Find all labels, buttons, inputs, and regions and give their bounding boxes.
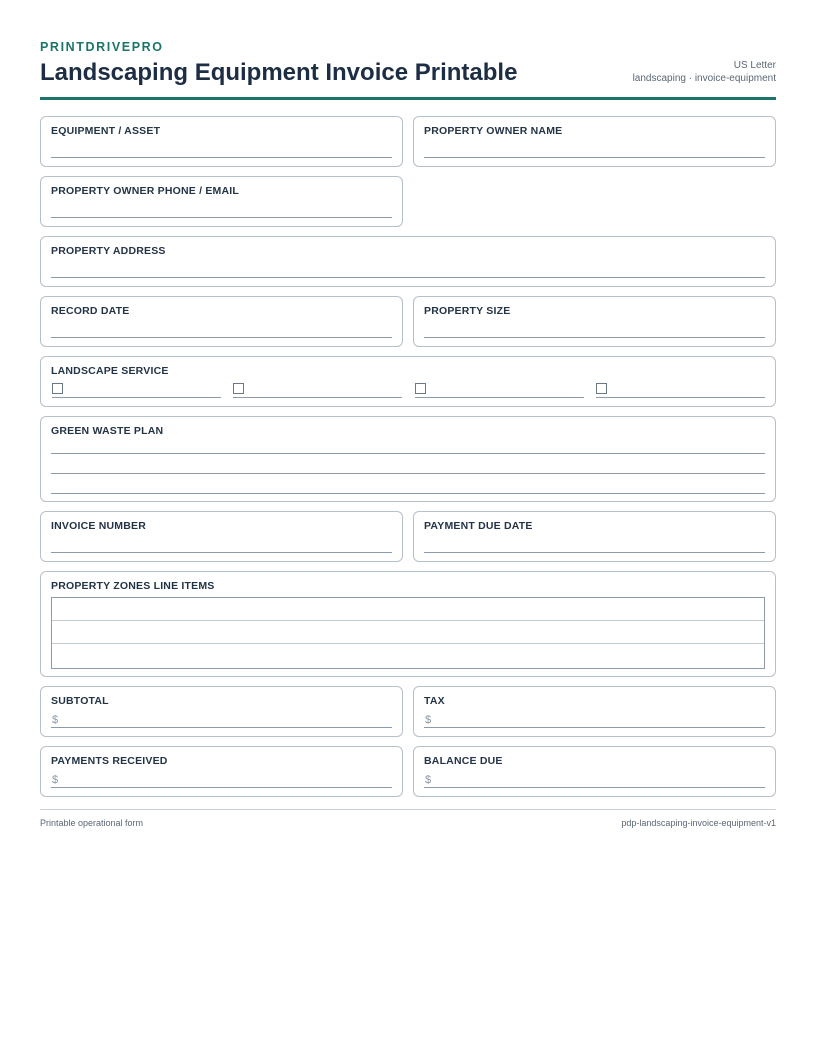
property-zones-line-items-field bbox=[40, 571, 776, 677]
property-size-field bbox=[413, 296, 776, 347]
line-items-table bbox=[51, 597, 765, 669]
property-address-label: PROPERTY ADDRESS bbox=[51, 245, 166, 257]
green-waste-plan-input-line-3[interactable] bbox=[51, 493, 765, 494]
property-address-field bbox=[40, 236, 776, 287]
property-size-label: PROPERTY SIZE bbox=[424, 305, 511, 317]
green-waste-plan-field bbox=[40, 416, 776, 502]
property-owner-name-label: PROPERTY OWNER NAME bbox=[424, 125, 563, 137]
record-date-label: RECORD DATE bbox=[51, 305, 130, 317]
checkbox-icon[interactable] bbox=[596, 383, 607, 394]
invoice-number-input-line[interactable] bbox=[51, 552, 392, 553]
payment-due-date-label: PAYMENT DUE DATE bbox=[424, 520, 533, 532]
payments-received-input-line[interactable] bbox=[51, 787, 392, 788]
tax-label: TAX bbox=[424, 695, 445, 707]
checkbox-icon[interactable] bbox=[233, 383, 244, 394]
page-title: Landscaping Equipment Invoice Printable bbox=[40, 59, 518, 86]
tax-input-line[interactable] bbox=[424, 727, 765, 728]
header-divider bbox=[40, 97, 776, 100]
currency-symbol: $ bbox=[425, 714, 432, 726]
green-waste-plan-input-line-2[interactable] bbox=[51, 473, 765, 474]
invoice-number-label: INVOICE NUMBER bbox=[51, 520, 146, 532]
balance-due-label: BALANCE DUE bbox=[424, 755, 503, 767]
landscape-service-option-3[interactable] bbox=[415, 383, 584, 398]
record-date-field bbox=[40, 296, 403, 347]
currency-symbol: $ bbox=[52, 714, 59, 726]
green-waste-plan-input-line-1[interactable] bbox=[51, 453, 765, 454]
landscape-service-label: LANDSCAPE SERVICE bbox=[51, 365, 169, 377]
property-owner-name-input-line[interactable] bbox=[424, 157, 765, 158]
subtotal-input-line[interactable] bbox=[51, 727, 392, 728]
payments-received-field bbox=[40, 746, 403, 797]
property-owner-contact-field bbox=[40, 176, 403, 227]
payment-due-date-input-line[interactable] bbox=[424, 552, 765, 553]
balance-due-input-line[interactable] bbox=[424, 787, 765, 788]
currency-symbol: $ bbox=[425, 774, 432, 786]
footer-form-id: pdp-landscaping-invoice-equipment-v1 bbox=[621, 818, 776, 828]
landscape-service-option-1[interactable] bbox=[52, 383, 221, 398]
record-date-input-line[interactable] bbox=[51, 337, 392, 338]
subtotal-field bbox=[40, 686, 403, 737]
paper-size-label: US Letter bbox=[733, 60, 776, 71]
currency-symbol: $ bbox=[52, 774, 59, 786]
property-zones-line-items-label: PROPERTY ZONES LINE ITEMS bbox=[51, 580, 215, 592]
payments-received-label: PAYMENTS RECEIVED bbox=[51, 755, 168, 767]
green-waste-plan-label: GREEN WASTE PLAN bbox=[51, 425, 164, 437]
checkbox-icon[interactable] bbox=[52, 383, 63, 394]
footer-divider bbox=[40, 809, 776, 810]
table-row[interactable] bbox=[52, 621, 764, 644]
tax-field bbox=[413, 686, 776, 737]
property-owner-name-field bbox=[413, 116, 776, 167]
property-owner-contact-input-line[interactable] bbox=[51, 217, 392, 218]
invoice-number-field bbox=[40, 511, 403, 562]
checkbox-icon[interactable] bbox=[415, 383, 426, 394]
brand-logo-text: PRINTDRIVEPRO bbox=[40, 40, 164, 54]
equipment-asset-input-line[interactable] bbox=[51, 157, 392, 158]
balance-due-field bbox=[413, 746, 776, 797]
property-owner-contact-label: PROPERTY OWNER PHONE / EMAIL bbox=[51, 185, 240, 197]
landscape-service-option-4[interactable] bbox=[596, 383, 765, 398]
table-row[interactable] bbox=[52, 598, 764, 621]
landscape-service-field bbox=[40, 356, 776, 407]
equipment-asset-field bbox=[40, 116, 403, 167]
payment-due-date-field bbox=[413, 511, 776, 562]
property-size-input-line[interactable] bbox=[424, 337, 765, 338]
equipment-asset-label: EQUIPMENT / ASSET bbox=[51, 125, 161, 137]
landscape-service-option-2[interactable] bbox=[233, 383, 402, 398]
footer-description: Printable operational form bbox=[40, 818, 144, 828]
document-meta bbox=[633, 59, 776, 85]
property-address-input-line[interactable] bbox=[51, 277, 765, 278]
subtotal-label: SUBTOTAL bbox=[51, 695, 109, 707]
document-tags: landscaping · invoice-equipment bbox=[632, 73, 776, 84]
table-row[interactable] bbox=[52, 644, 764, 667]
